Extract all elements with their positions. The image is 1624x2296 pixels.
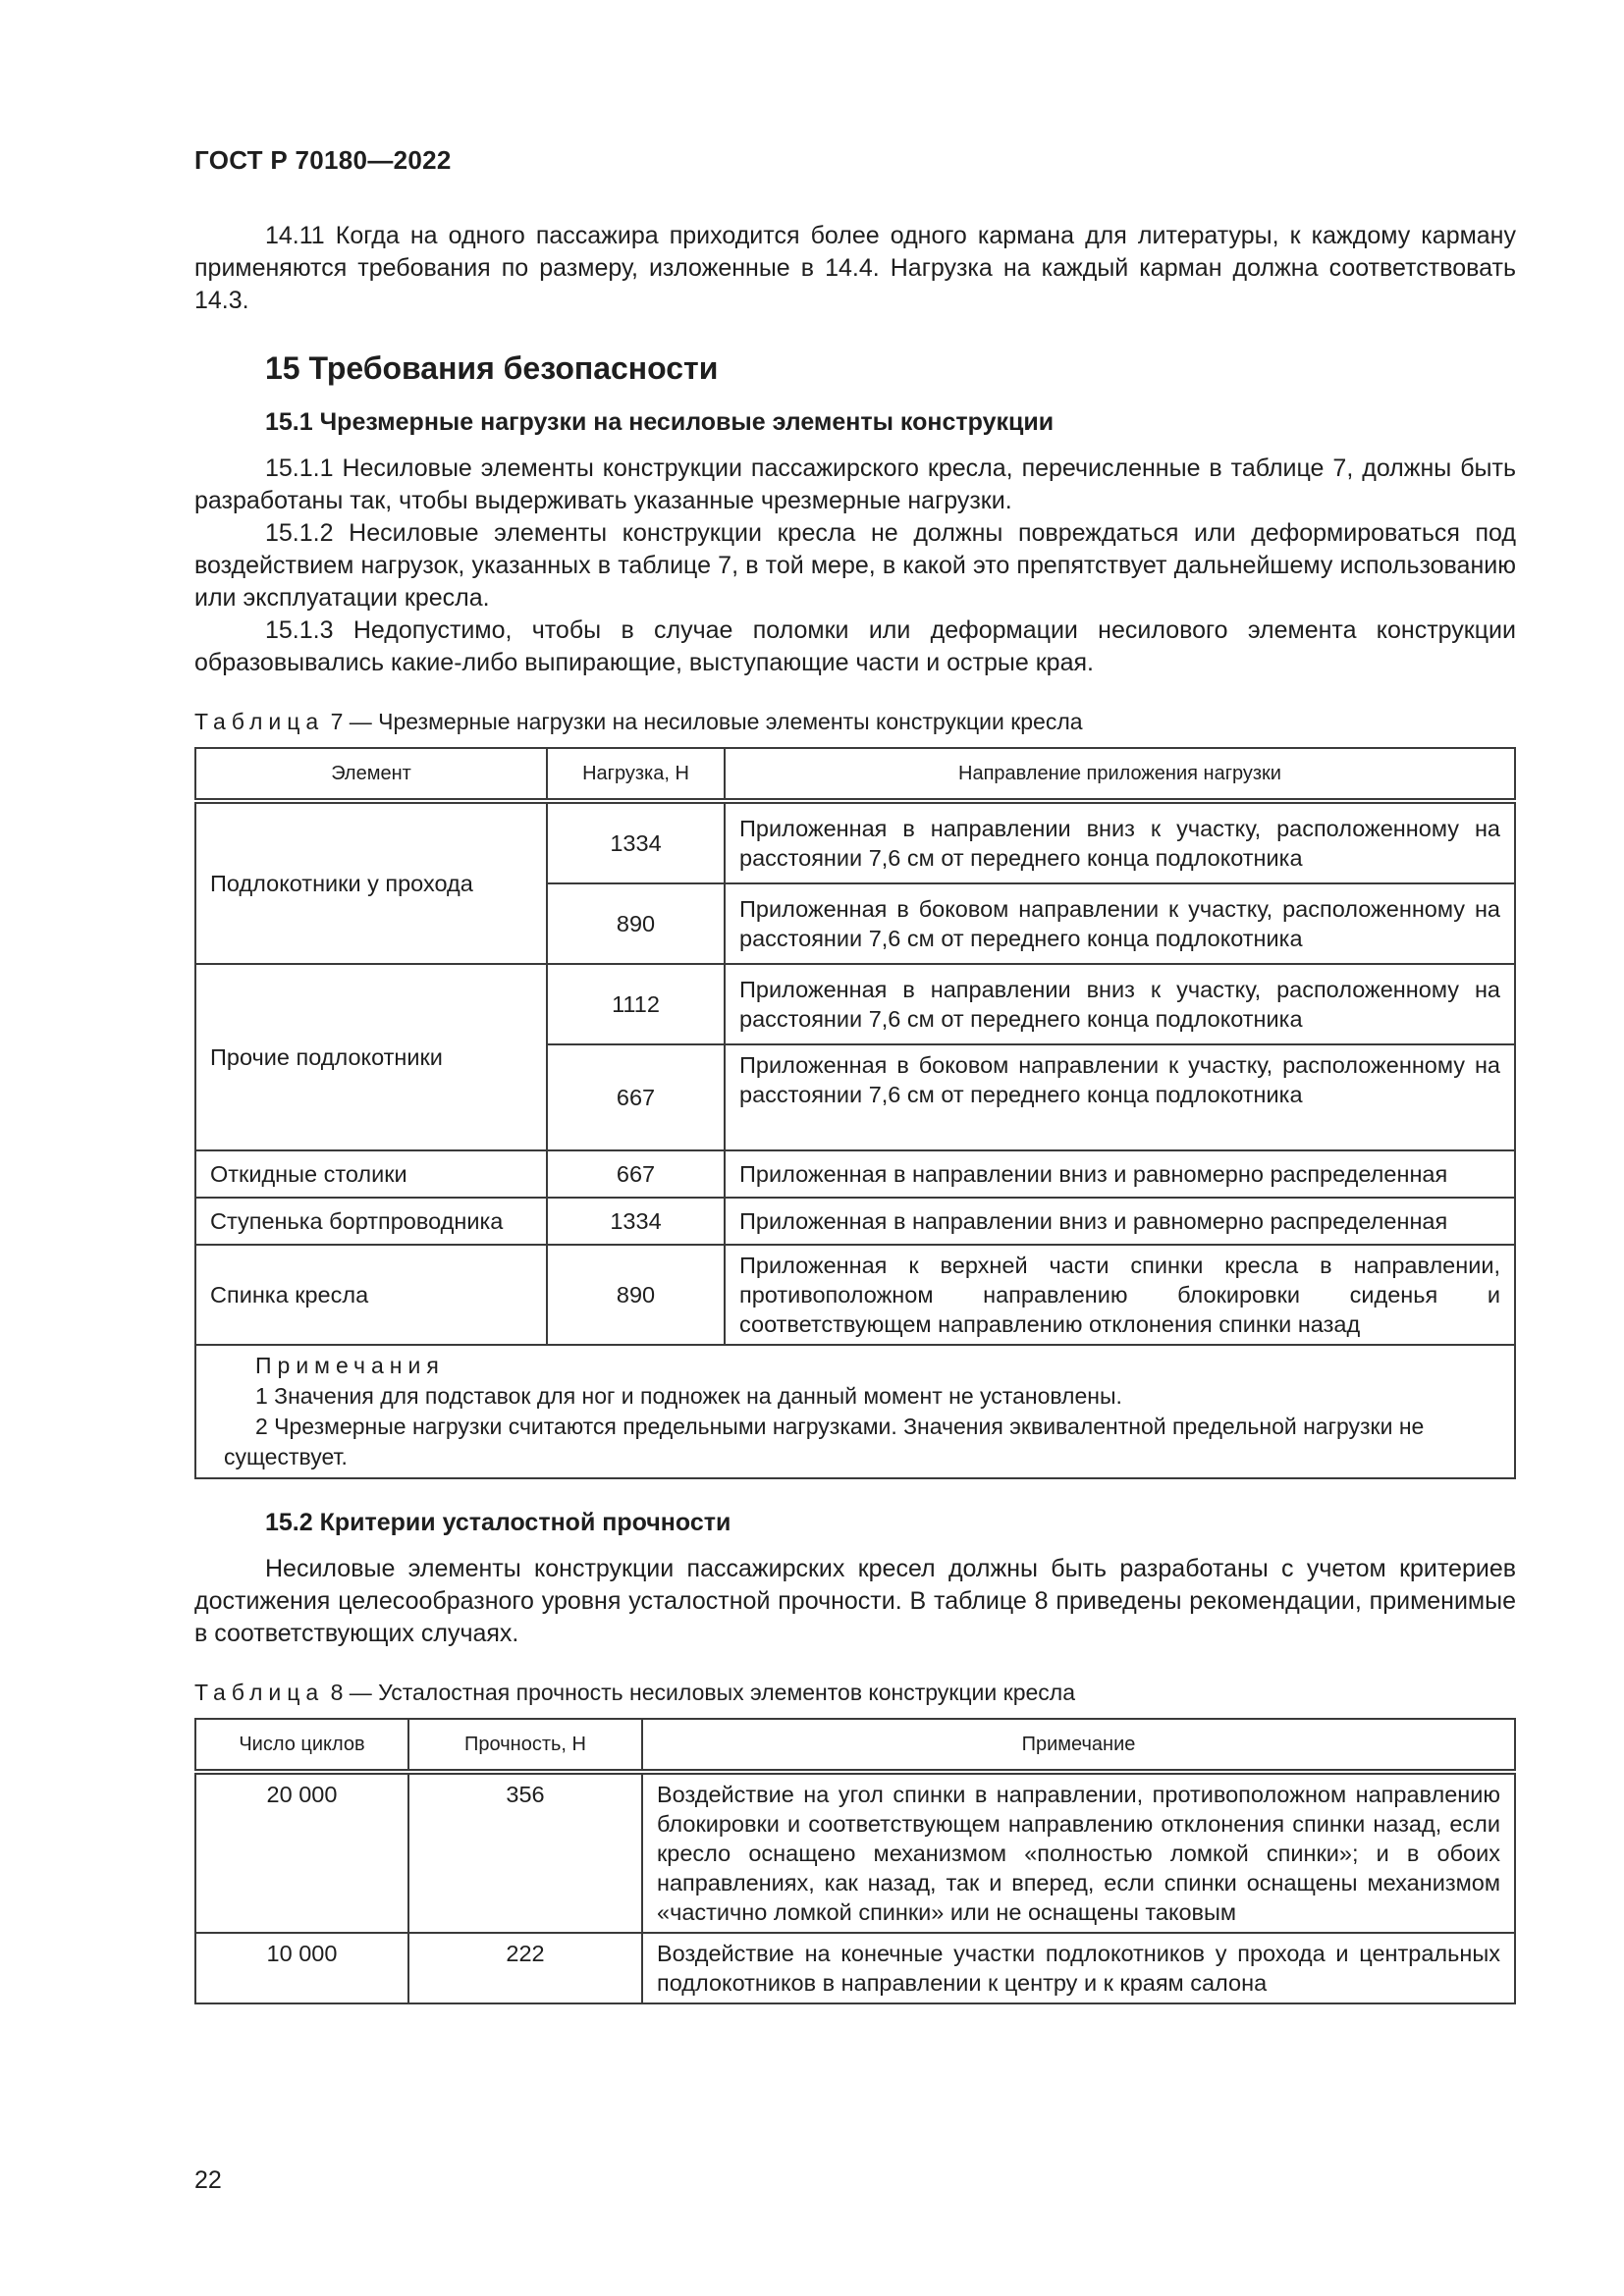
load-cell: 1334: [547, 801, 725, 883]
table-8-caption-word: Таблица: [194, 1680, 325, 1705]
table-row: [195, 964, 1515, 1044]
paragraph-15-1-2: 15.1.2 Несиловые элементы конструкции кресла не должны повреждаться или деформироваться под воздействием нагрузок, указанных в таблице 7, в той мере, в какой это препятствует дальнейшему использованию или эксплуатации кресла.: [194, 519, 1516, 612]
table-8: [194, 1718, 1516, 2004]
table-row: [195, 1150, 1515, 1198]
note-cell: Воздействие на угол спинки в направлении, противоположном направлению блокировки и соответствующем направлению отклонения спинки назад, если кресло оснащено механизмом «полностью ломкой спинки»; и в обоих направлениях, как назад, так и вперед, если спинки оснащены механизмом «частично ломкой спинки» или не оснащены таковым: [642, 1772, 1515, 1933]
table-header-cell: Прочность, Н: [408, 1719, 642, 1772]
table-header-cell: Нагрузка, Н: [547, 748, 725, 801]
standard-header: ГОСТ Р 70180—2022: [194, 145, 452, 175]
note-2: 2 Чрезмерные нагрузки считаются предельными нагрузками. Значения эквивалентной предельной нагрузки не существует.: [224, 1414, 1425, 1469]
note-1: 1 Значения для подставок для ног и подножек на данный момент не установлены.: [255, 1383, 1122, 1409]
direction-cell: Приложенная в боковом направлении к участку, расположенному на расстоянии 7,6 см от переднего конца подлокотника: [725, 1044, 1515, 1150]
table-7-caption: [194, 709, 1516, 735]
direction-cell: Приложенная в направлении вниз и равномерно распределенная: [725, 1150, 1515, 1198]
strength-cell: 222: [408, 1933, 642, 2003]
table-row: [195, 1245, 1515, 1345]
table-row: [195, 1198, 1515, 1245]
element-cell: Откидные столики: [195, 1150, 547, 1198]
table-8-caption-text: 8 — Усталостная прочность несиловых элементов конструкции кресла: [324, 1680, 1075, 1705]
table-header-row: [195, 748, 1515, 801]
load-cell: 1334: [547, 1198, 725, 1245]
paragraph-14-11: 14.11 Когда на одного пассажира приходится более одного кармана для литературы, к каждому карману применяются требования по размеру, изложенные в 14.4. Нагрузка на каждый карман должна соответствовать 14.3.: [194, 222, 1516, 314]
element-cell: Ступенька бортпроводника: [195, 1198, 547, 1245]
direction-cell: Приложенная в боковом направлении к участку, расположенному на расстоянии 7,6 см от переднего конца подлокотника: [725, 883, 1515, 964]
table-row: [195, 801, 1515, 883]
table-header-cell: Направление приложения нагрузки: [725, 748, 1515, 801]
section-15-title: 15 Требования безопасности: [265, 350, 719, 386]
load-cell: 667: [547, 1044, 725, 1150]
table-header-cell: Примечание: [642, 1719, 1515, 1772]
document-page: [194, 145, 1516, 2004]
direction-cell: Приложенная в направлении вниз к участку, расположенному на расстоянии 7,6 см от переднего конца подлокотника: [725, 801, 1515, 883]
load-cell: 667: [547, 1150, 725, 1198]
table-notes: [195, 1345, 1515, 1478]
table-7: [194, 747, 1516, 1479]
paragraph-15-1-1: 15.1.1 Несиловые элементы конструкции пассажирского кресла, перечисленные в таблице 7, должны быть разработаны так, чтобы выдерживать указанные чрезмерные нагрузки.: [194, 454, 1516, 514]
table-header-cell: Элемент: [195, 748, 547, 801]
direction-cell: Приложенная к верхней части спинки кресла в направлении, противоположном направлению блокировки сиденья и соответствующем направлению отклонения спинки назад: [725, 1245, 1515, 1345]
table-header-row: [195, 1719, 1515, 1772]
direction-cell: Приложенная в направлении вниз к участку, расположенному на расстоянии 7,6 см от переднего конца подлокотника: [725, 964, 1515, 1044]
cycles-cell: 10 000: [195, 1933, 408, 2003]
table-notes-row: [195, 1345, 1515, 1478]
notes-title: Примечания: [255, 1353, 445, 1378]
paragraph-15-1-3: 15.1.3 Недопустимо, чтобы в случае поломки или деформации несилового элемента конструкции образовывались какие-либо выпирающие, выступающие части и острые края.: [194, 616, 1516, 676]
table-row: [195, 1772, 1515, 1933]
element-cell: Прочие подлокотники: [195, 964, 547, 1150]
table-header-cell: Число циклов: [195, 1719, 408, 1772]
load-cell: 1112: [547, 964, 725, 1044]
table-8-caption: [194, 1680, 1516, 1706]
page-number: 22: [194, 2166, 222, 2194]
table-7-caption-text: 7 — Чрезмерные нагрузки на несиловые элементы конструкции кресла: [324, 709, 1083, 734]
element-cell: Подлокотники у прохода: [195, 801, 547, 964]
cycles-cell: 20 000: [195, 1772, 408, 1933]
load-cell: 890: [547, 1245, 725, 1345]
note-cell: Воздействие на конечные участки подлокотников у прохода и центральных подлокотников в направлении к центру и к краям салона: [642, 1933, 1515, 2003]
load-cell: 890: [547, 883, 725, 964]
strength-cell: 356: [408, 1772, 642, 1933]
section-15-1-title: 15.1 Чрезмерные нагрузки на несиловые элементы конструкции: [265, 408, 1055, 436]
table-row: [195, 1933, 1515, 2003]
paragraph-15-2: Несиловые элементы конструкции пассажирских кресел должны быть разработаны с учетом критериев достижения целесообразного уровня усталостной прочности. В таблице 8 приведены рекомендации, применимые в соответствующих случаях.: [194, 1555, 1516, 1647]
section-15-2-title: 15.2 Критерии усталостной прочности: [265, 1509, 731, 1536]
table-7-caption-word: Таблица: [194, 709, 325, 734]
direction-cell: Приложенная в направлении вниз и равномерно распределенная: [725, 1198, 1515, 1245]
element-cell: Спинка кресла: [195, 1245, 547, 1345]
